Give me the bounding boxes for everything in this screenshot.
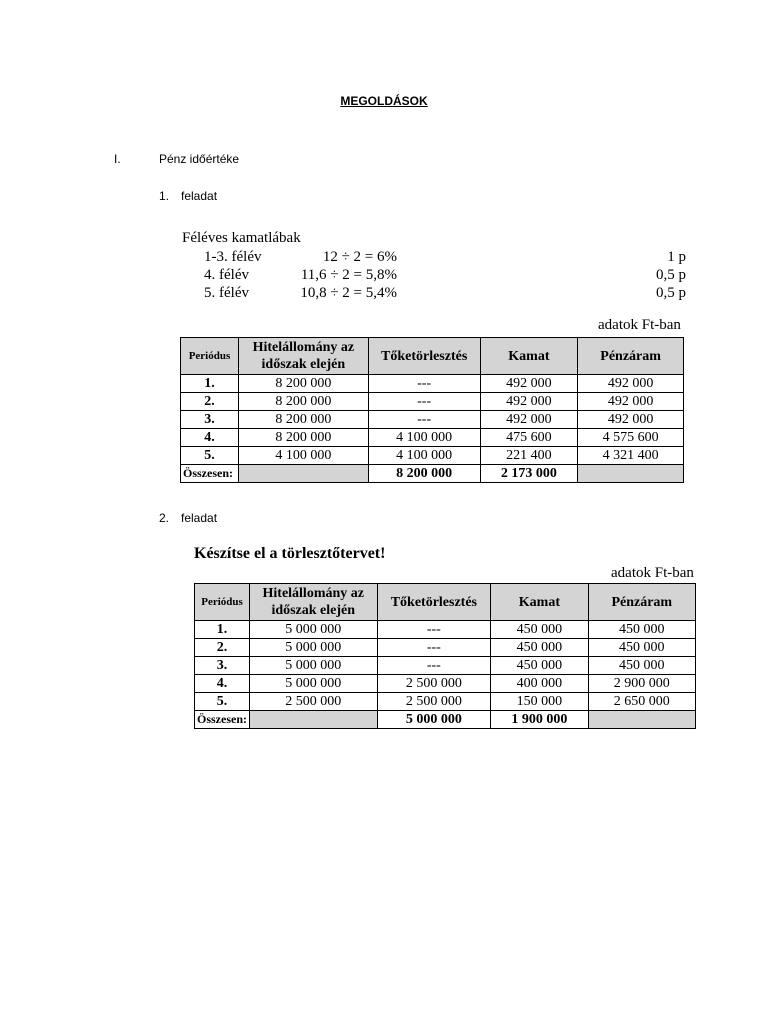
cell-balance: 5 000 000 [250, 675, 378, 693]
col-header-cashflow: Pénzáram [578, 338, 684, 375]
rates-header: Féléves kamatlábak [182, 230, 301, 246]
col-header-balance: Hitelállomány az időszak elején [238, 338, 368, 375]
cell-cashflow: 450 000 [588, 639, 695, 657]
cell-interest: 450 000 [491, 639, 588, 657]
total-interest: 1 900 000 [491, 711, 588, 729]
task-1-label: feladat [181, 189, 218, 203]
total-label: Összesen: [195, 711, 250, 729]
cell-period: 1. [195, 621, 250, 639]
cell-cashflow: 4 575 600 [578, 429, 684, 447]
cell-balance: 8 200 000 [238, 393, 368, 411]
cell-principal: --- [377, 639, 491, 657]
cell-cashflow: 2 900 000 [588, 675, 695, 693]
cell-principal: 4 100 000 [368, 429, 480, 447]
table-row [195, 639, 696, 657]
task-2-instruction: Készítse el a törlesztőtervet! [194, 545, 386, 562]
cell-balance: 8 200 000 [238, 375, 368, 393]
cell-interest: 400 000 [491, 675, 588, 693]
cell-principal: --- [368, 375, 480, 393]
table-total-row [181, 465, 684, 483]
table-header-row [195, 584, 696, 621]
cell-balance: 5 000 000 [250, 639, 378, 657]
col-header-period: Periódus [195, 584, 250, 621]
col-header-principal: Tőketörlesztés [368, 338, 480, 375]
cell-interest: 450 000 [491, 621, 588, 639]
col-header-balance: Hitelállomány az időszak elején [250, 584, 378, 621]
rate-period: 4. félév [204, 267, 249, 283]
cell-interest: 492 000 [480, 411, 578, 429]
cell-period: 2. [181, 393, 239, 411]
rate-row [182, 284, 686, 302]
cell-period: 4. [181, 429, 239, 447]
task-2-number: 2. [159, 511, 170, 525]
total-balance-empty [250, 711, 378, 729]
table-row [195, 693, 696, 711]
rate-calc: 11,6 ÷ 2 = 5,8% [300, 267, 397, 283]
cell-balance: 8 200 000 [238, 411, 368, 429]
cell-period: 4. [195, 675, 250, 693]
cell-interest: 150 000 [491, 693, 588, 711]
cell-period: 1. [181, 375, 239, 393]
table-row [181, 447, 684, 465]
task-1-heading [159, 189, 217, 203]
semiannual-rates [182, 229, 686, 302]
page-title: MEGOLDÁSOK [340, 94, 428, 108]
cell-cashflow: 4 321 400 [578, 447, 684, 465]
rate-row [182, 248, 686, 266]
col-header-period: Periódus [181, 338, 239, 375]
total-balance-empty [238, 465, 368, 483]
rate-calc: 12 ÷ 2 = 6% [322, 249, 397, 265]
cell-interest: 492 000 [480, 375, 578, 393]
total-label: Összesen: [181, 465, 239, 483]
task-2-label: feladat [181, 511, 218, 525]
total-principal: 5 000 000 [377, 711, 491, 729]
table-row [195, 657, 696, 675]
section-title: Pénz időértéke [159, 152, 240, 166]
unit-note-2: adatok Ft-ban [611, 565, 694, 581]
col-header-interest: Kamat [480, 338, 578, 375]
table-header-row [181, 338, 684, 375]
cell-interest: 492 000 [480, 393, 578, 411]
table-row [181, 375, 684, 393]
task-2-heading [159, 511, 217, 525]
cell-balance: 5 000 000 [250, 621, 378, 639]
rate-row [182, 266, 686, 284]
cell-principal: --- [368, 393, 480, 411]
cell-period: 3. [195, 657, 250, 675]
section-number: I. [114, 152, 121, 166]
rate-period: 5. félév [204, 285, 249, 301]
total-cashflow-empty [588, 711, 695, 729]
total-interest: 2 173 000 [480, 465, 578, 483]
table-row [181, 411, 684, 429]
unit-note-1: adatok Ft-ban [598, 317, 681, 333]
cell-cashflow: 492 000 [578, 411, 684, 429]
cell-principal: 4 100 000 [368, 447, 480, 465]
total-principal: 8 200 000 [368, 465, 480, 483]
table-row [195, 675, 696, 693]
cell-cashflow: 450 000 [588, 621, 695, 639]
repayment-table-1 [180, 337, 684, 483]
col-header-cashflow: Pénzáram [588, 584, 695, 621]
table-total-row [195, 711, 696, 729]
cell-balance: 5 000 000 [250, 657, 378, 675]
cell-cashflow: 492 000 [578, 375, 684, 393]
cell-interest: 450 000 [491, 657, 588, 675]
cell-balance: 2 500 000 [250, 693, 378, 711]
cell-principal: --- [368, 411, 480, 429]
cell-principal: --- [377, 657, 491, 675]
table-row [181, 393, 684, 411]
col-header-interest: Kamat [491, 584, 588, 621]
cell-period: 2. [195, 639, 250, 657]
task-1-number: 1. [159, 189, 170, 203]
repayment-table-2 [194, 583, 696, 729]
table-row [181, 429, 684, 447]
cell-period: 5. [195, 693, 250, 711]
cell-principal: 2 500 000 [377, 693, 491, 711]
total-cashflow-empty [578, 465, 684, 483]
rate-calc: 10,8 ÷ 2 = 5,4% [300, 285, 397, 301]
cell-cashflow: 450 000 [588, 657, 695, 675]
table-row [195, 621, 696, 639]
cell-principal: --- [377, 621, 491, 639]
cell-cashflow: 492 000 [578, 393, 684, 411]
cell-interest: 221 400 [480, 447, 578, 465]
cell-balance: 8 200 000 [238, 429, 368, 447]
rate-points: 0,5 p [656, 285, 686, 301]
cell-principal: 2 500 000 [377, 675, 491, 693]
rate-period: 1-3. félév [204, 249, 262, 265]
cell-cashflow: 2 650 000 [588, 693, 695, 711]
rate-points: 0,5 p [656, 267, 686, 283]
rate-points: 1 p [667, 249, 686, 265]
col-header-principal: Tőketörlesztés [377, 584, 491, 621]
cell-balance: 4 100 000 [238, 447, 368, 465]
cell-interest: 475 600 [480, 429, 578, 447]
cell-period: 3. [181, 411, 239, 429]
cell-period: 5. [181, 447, 239, 465]
